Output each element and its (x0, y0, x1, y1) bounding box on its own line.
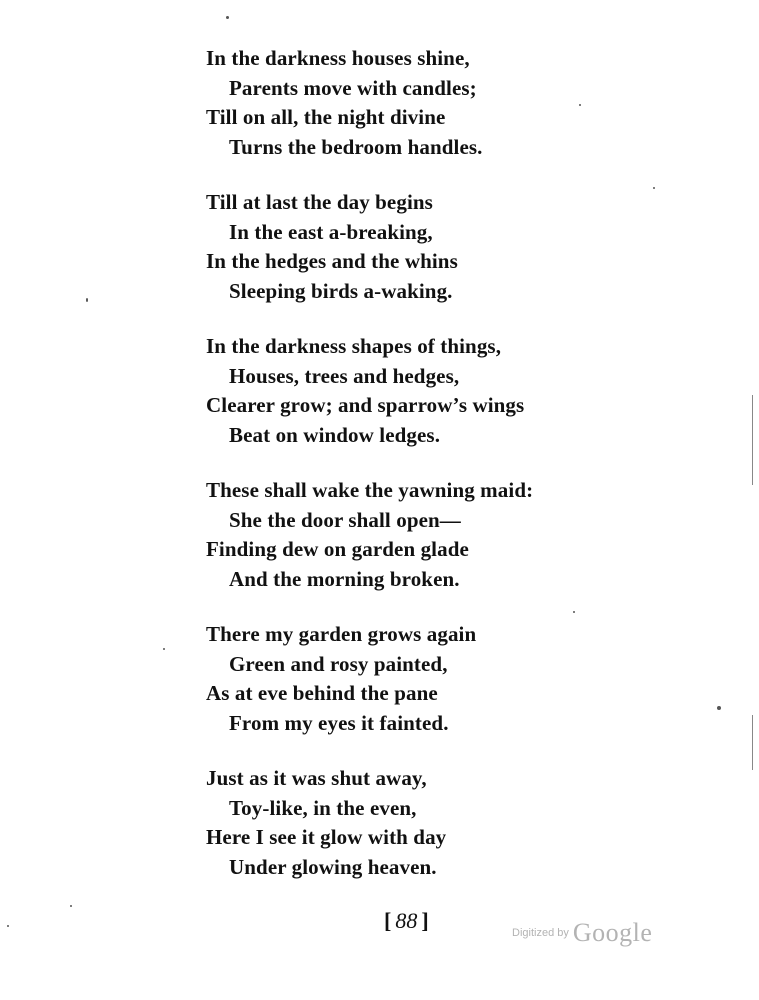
scan-speck (573, 611, 575, 613)
scan-edge-mark (752, 395, 753, 485)
stanza-3 (206, 332, 636, 450)
scan-speck (653, 187, 655, 189)
poem-line: As at eve behind the pane (206, 681, 438, 705)
poem-line: These shall wake the yawning maid: (206, 478, 534, 502)
scan-speck (163, 648, 165, 650)
poem-line: Under glowing heaven. (229, 854, 437, 879)
poem-line: In the darkness shapes of things, (206, 334, 502, 358)
poem-line: Green and rosy painted, (229, 651, 448, 676)
scan-speck (226, 16, 229, 19)
poem-line: Beat on window ledges. (229, 422, 441, 447)
poem-line: Toy-like, in the even, (229, 795, 417, 820)
poem-line: Till at last the day begins (206, 190, 433, 214)
poem-line: In the east a-breaking, (229, 219, 433, 244)
poem-line: Finding dew on garden glade (206, 537, 469, 561)
poem-line: Parents move with candles; (229, 75, 477, 100)
poem-line: Here I see it glow with day (206, 825, 447, 849)
scan-speck (86, 298, 88, 302)
page-number (384, 908, 429, 934)
poem (206, 44, 636, 908)
scan-speck (579, 104, 581, 106)
watermark-prefix: Digitized by (512, 927, 569, 939)
stanza-4 (206, 476, 636, 594)
poem-line: Just as it was shut away, (206, 766, 427, 790)
poem-line: Houses, trees and hedges, (229, 363, 460, 388)
poem-line: Till on all, the night divine (206, 105, 446, 129)
poem-line: Sleeping birds a-waking. (229, 278, 453, 303)
stanza-1 (206, 44, 636, 162)
poem-line: In the darkness houses shine, (206, 46, 470, 70)
digitized-watermark (512, 918, 652, 948)
page-number-close-bracket: ] (421, 908, 429, 933)
poem-line: In the hedges and the whins (206, 249, 458, 273)
scan-edge-mark (752, 715, 753, 770)
watermark-brand: Google (572, 918, 653, 947)
page-number-open-bracket: [ (384, 908, 392, 933)
stanza-6 (206, 764, 636, 882)
poem-line: Clearer grow; and sparrow’s wings (206, 393, 525, 417)
stanza-2 (206, 188, 636, 306)
scan-speck (70, 905, 72, 907)
scan-speck (7, 925, 9, 927)
poem-line: Turns the bedroom handles. (229, 134, 483, 159)
page-number-value: 88 (395, 908, 418, 933)
scan-speck (717, 706, 721, 710)
stanza-5 (206, 620, 636, 738)
poem-line: And the morning broken. (229, 566, 460, 591)
poem-line: There my garden grows again (206, 622, 477, 646)
poem-line: She the door shall open— (229, 507, 461, 532)
poem-line: From my eyes it fainted. (229, 710, 449, 735)
